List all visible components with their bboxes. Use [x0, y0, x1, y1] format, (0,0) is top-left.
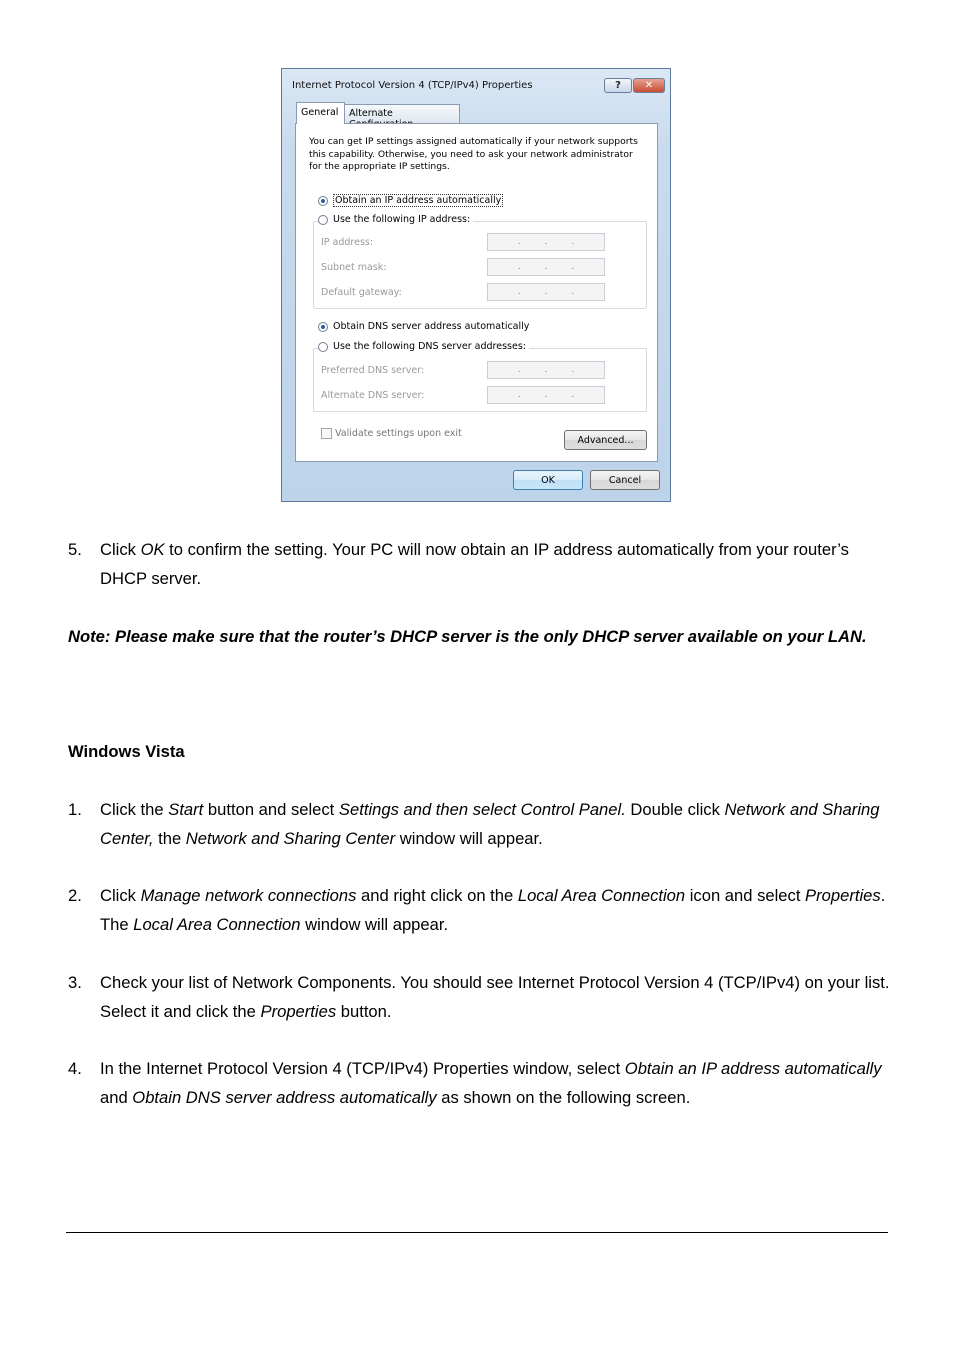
step-number: 2. [68, 886, 82, 905]
footer-rule [66, 1232, 888, 1233]
dns-auto-option[interactable] [318, 321, 529, 332]
dialog-titlebar [282, 69, 670, 99]
step-text: Click the Start button and select Settings and then select Control Panel. Double click Network and Sharing Center, the Network and Sharing Center window will appear. [100, 800, 880, 848]
dns-auto-label: Obtain DNS server address automatically [333, 321, 530, 332]
subnet-mask-label: Subnet mask: [321, 262, 387, 273]
step-text: In the Internet Protocol Version 4 (TCP/IPv4) Properties window, select Obtain an IP address automatically and Obtain DNS server address automatically as shown on the following screen. [100, 1059, 882, 1107]
validate-option[interactable] [321, 428, 462, 439]
ip-address-label: IP address: [321, 237, 374, 248]
dns-settings-group [313, 348, 647, 412]
ip-manual-radio[interactable] [318, 215, 328, 225]
cancel-button[interactable]: Cancel [590, 470, 660, 490]
close-icon: ✕ [644, 80, 654, 91]
step-number: 4. [68, 1059, 82, 1078]
close-button[interactable] [633, 78, 665, 93]
ip-manual-label: Use the following IP address: [333, 214, 471, 225]
dns-manual-radio[interactable] [318, 342, 328, 352]
step-text: Check your list of Network Components. You should see Internet Protocol Version 4 (TCP/IPv4) on your list. Select it and click the Properties button. [100, 973, 890, 1021]
tcpipv4-properties-dialog [281, 68, 671, 502]
ip-auto-option[interactable] [318, 194, 503, 207]
ip-manual-option[interactable] [318, 214, 473, 225]
ip-settings-group [313, 221, 647, 309]
help-button[interactable] [604, 78, 632, 93]
step-number: 1. [68, 800, 82, 819]
dialog-title: Internet Protocol Version 4 (TCP/IPv4) Properties [292, 80, 533, 91]
validate-checkbox[interactable] [321, 428, 332, 439]
dns-manual-option[interactable] [318, 341, 529, 352]
default-gateway-label: Default gateway: [321, 287, 402, 298]
step-number: 3. [68, 973, 82, 992]
alternate-dns-label: Alternate DNS server: [321, 390, 425, 401]
intro-text: You can get IP settings assigned automatically if your network supports this capability. Otherwise, you need to ask your network administrator for the appropriate IP settings. [309, 136, 638, 172]
validate-label: Validate settings upon exit [335, 428, 462, 439]
ip-auto-label: Obtain an IP address automatically [335, 195, 502, 206]
ip-auto-radio[interactable] [318, 196, 328, 206]
preferred-dns-label: Preferred DNS server: [321, 365, 425, 376]
step-text: Click Manage network connections and right click on the Local Area Connection icon and select Properties. The Local Area Connection window will appear. [100, 886, 886, 934]
ok-button[interactable]: OK [513, 470, 583, 490]
general-panel [295, 123, 658, 462]
tab-general[interactable]: General [296, 102, 345, 124]
step-number: 5. [68, 540, 82, 559]
dhcp-note: Note: Please make sure that the router’s DHCP server is the only DHCP server available on your LAN. [68, 627, 867, 646]
step-text: Click OK to confirm the setting. Your PC will now obtain an IP address automatically from your router’s DHCP server. [100, 540, 849, 588]
default-gateway-input[interactable]: . . . [487, 283, 605, 301]
alternate-dns-input[interactable]: . . . [487, 386, 605, 404]
subnet-mask-input[interactable]: . . . [487, 258, 605, 276]
dns-auto-radio[interactable] [318, 322, 328, 332]
advanced-button[interactable]: Advanced... [564, 430, 647, 450]
dns-manual-label: Use the following DNS server addresses: [333, 341, 526, 352]
preferred-dns-input[interactable]: . . . [487, 361, 605, 379]
section-heading: Windows Vista [68, 742, 185, 761]
ip-address-input[interactable]: . . . [487, 233, 605, 251]
tab-alternate-configuration[interactable]: Alternate [344, 104, 460, 123]
help-icon: ? [615, 80, 621, 91]
